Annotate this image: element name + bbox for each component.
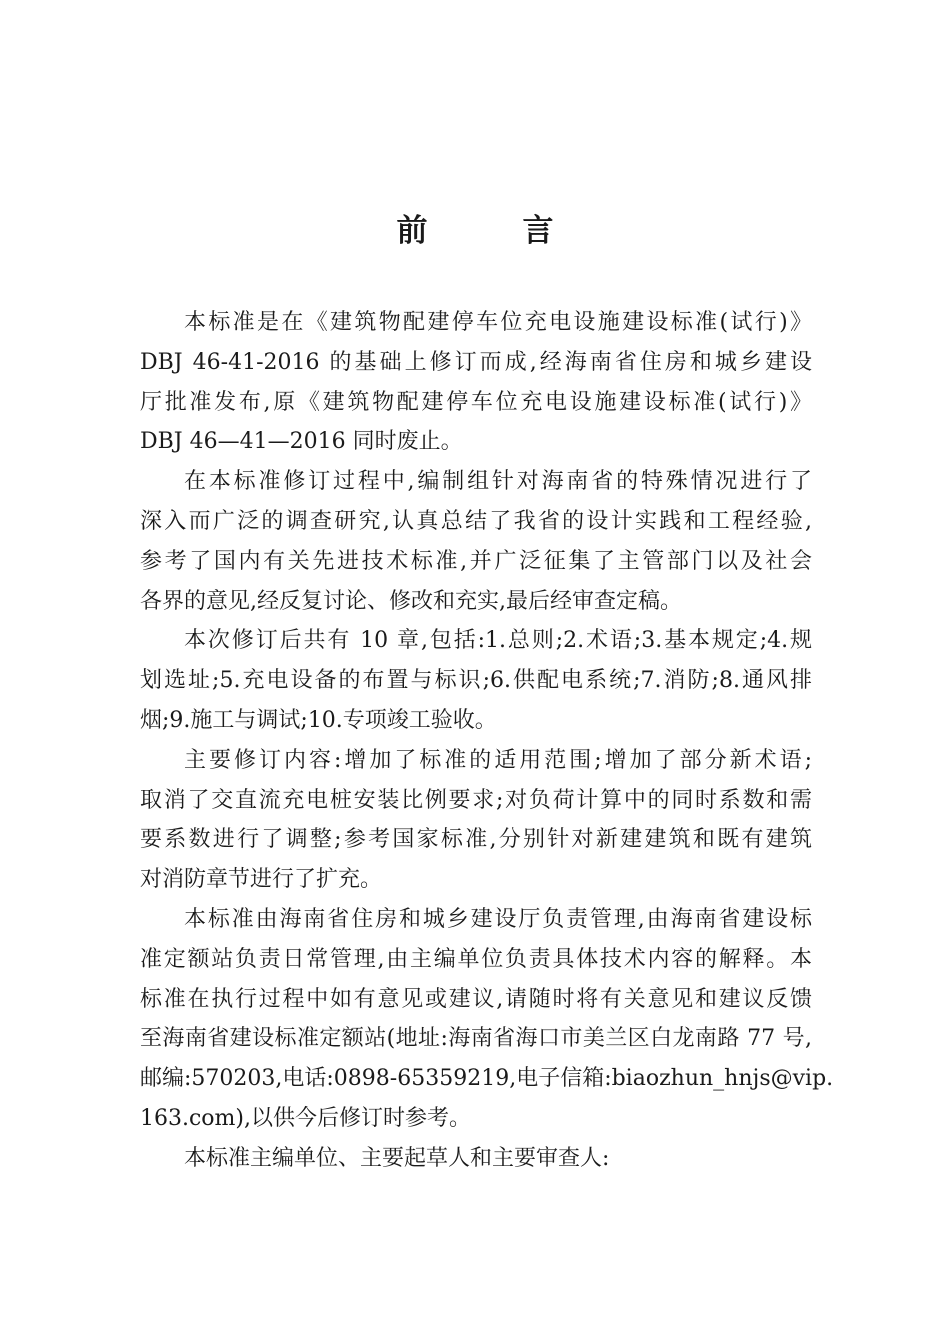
text-line: 各界的意见,经反复讨论、修改和充实,最后经审查定稿。 bbox=[140, 588, 682, 614]
text-line: 划选址;5.充电设备的布置与标识;6.供配电系统;7.消防;8.通风排 bbox=[140, 668, 812, 694]
text-line: 烟;9.施工与调试;10.专项竣工验收。 bbox=[140, 707, 497, 733]
text-line: 对消防章节进行了扩充。 bbox=[140, 867, 383, 893]
text-line: 163.com),以供今后修订时参考。 bbox=[140, 1105, 471, 1131]
text-line: 至海南省建设标准定额站(地址:海南省海口市美兰区白龙南路 77 号, bbox=[140, 1026, 812, 1052]
paragraph-2 bbox=[140, 462, 812, 621]
text-line: 本次修订后共有 10 章,包括:1.总则;2.术语;3.基本规定;4.规 bbox=[184, 628, 812, 654]
text-line: 厅批准发布,原《建筑物配建停车位充电设施建设标准(试行)》 bbox=[140, 389, 812, 415]
paragraph-6 bbox=[140, 1139, 812, 1179]
text-line: 邮编:570203,电话:0898-65359219,电子信箱:biaozhun_hnjs@vip. bbox=[140, 1066, 834, 1092]
text-line: 本标准是在《建筑物配建停车位充电设施建设标准(试行)》 bbox=[184, 310, 812, 335]
paragraph-3 bbox=[140, 621, 812, 740]
body-text bbox=[140, 303, 834, 1179]
text-line: 取消了交直流充电桩安装比例要求;对负荷计算中的同时系数和需 bbox=[140, 787, 812, 813]
text-line: 深入而广泛的调查研究,认真总结了我省的设计实践和工程经验, bbox=[140, 508, 812, 534]
text-line: 本标准主编单位、主要起草人和主要审查人: bbox=[184, 1145, 610, 1171]
text-line: 参考了国内有关先进技术标准,并广泛征集了主管部门以及社会 bbox=[140, 548, 812, 574]
text-line: DBJ 46-41-2016 的基础上修订而成,经海南省住房和城乡建设 bbox=[140, 349, 812, 375]
text-line: DBJ 46—41—2016 同时废止。 bbox=[140, 429, 463, 455]
paragraph-4 bbox=[140, 741, 812, 900]
page-title: 前 言 bbox=[396, 213, 586, 249]
text-line: 在本标准修订过程中,编制组针对海南省的特殊情况进行了 bbox=[184, 469, 812, 495]
text-line: 标准在执行过程中如有意见或建议,请随时将有关意见和建议反馈 bbox=[140, 986, 812, 1012]
text-line: 准定额站负责日常管理,由主编单位负责具体技术内容的解释。本 bbox=[140, 946, 812, 972]
text-line: 本标准由海南省住房和城乡建设厅负责管理,由海南省建设标 bbox=[184, 906, 812, 932]
text-line: 要系数进行了调整;参考国家标准,分别针对新建建筑和既有建筑 bbox=[140, 827, 812, 853]
text-line: 主要修订内容:增加了标准的适用范围;增加了部分新术语; bbox=[184, 747, 812, 773]
paragraph-1 bbox=[140, 303, 812, 462]
paragraph-5 bbox=[140, 900, 834, 1139]
